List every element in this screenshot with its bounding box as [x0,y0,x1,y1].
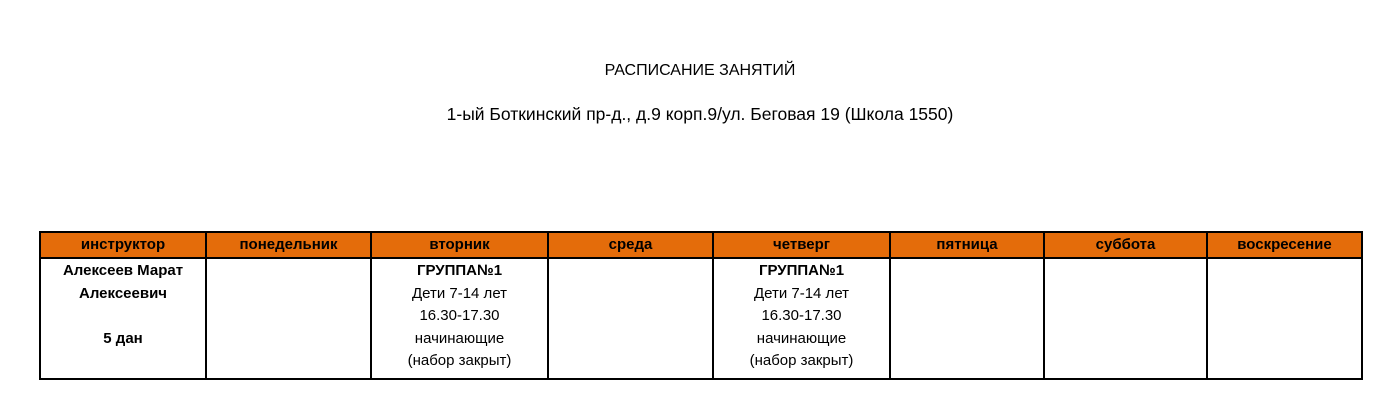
sunday-cell [1207,258,1362,379]
tuesday-status: (набор закрыт) [407,352,512,369]
column-header-wednesday: среда [548,232,713,258]
tuesday-level: начинающие [414,329,505,347]
tuesday-age: Дети 7-14 лет [411,284,508,302]
schedule-title: РАСПИСАНИЕ ЗАНЯТИЙ [604,62,796,79]
tuesday-time: 16.30-17.30 [419,307,500,324]
table-header-row [40,232,1362,258]
schedule-table [39,231,1363,380]
instructor-spacer [41,305,205,328]
tuesday-group: ГРУППА№1 [416,262,503,279]
thursday-group: ГРУППА№1 [758,262,845,279]
wednesday-cell [548,258,713,379]
saturday-cell [1044,258,1207,379]
instructor-cell [40,258,206,379]
thursday-age: Дети 7-14 лет [753,284,850,302]
tuesday-cell [371,258,548,379]
column-header-sunday: воскресение [1207,232,1362,258]
column-header-thursday: четверг [713,232,890,258]
column-header-monday: понедельник [206,232,371,258]
thursday-time: 16.30-17.30 [761,307,842,324]
column-header-instructor: инструктор [40,232,206,258]
monday-cell [206,258,371,379]
column-header-tuesday: вторник [371,232,548,258]
school-address: 1-ый Боткинский пр-д., д.9 корп.9/ул. Беговая 19 (Школа 1550) [446,104,954,124]
column-header-friday: пятница [890,232,1044,258]
table-row [40,258,1362,379]
thursday-status: (набор закрыт) [749,352,854,369]
instructor-name-line2: Алексеевич [79,284,167,302]
instructor-rank: 5 дан [103,329,143,347]
thursday-level: начинающие [756,329,847,347]
column-header-saturday: суббота [1044,232,1207,258]
thursday-cell [713,258,890,379]
friday-cell [890,258,1044,379]
instructor-name-line1: Алексеев Марат [62,262,184,279]
